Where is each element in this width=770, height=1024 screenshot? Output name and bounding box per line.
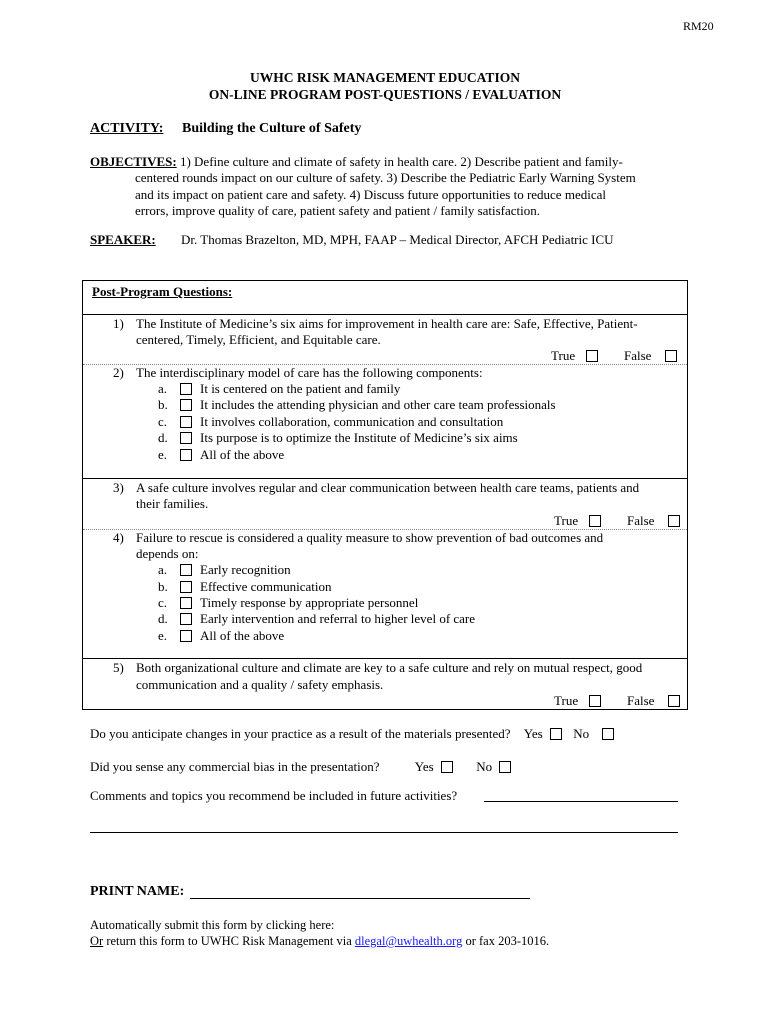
speaker-label: SPEAKER:: [90, 232, 156, 247]
q2-option-d[interactable]: d. Its purpose is to optimize the Institute of Medicine’s six aims: [158, 430, 518, 445]
q2-option-a-checkbox[interactable]: [180, 383, 192, 395]
eval-practice-changes: Do you anticipate changes in your practice as a result of the materials presented? Yes No: [90, 726, 614, 742]
q4-text-line-1: Failure to rescue is considered a quality measure to show prevention of bad outcomes and: [136, 530, 604, 545]
q4-option-e-checkbox[interactable]: [180, 630, 192, 642]
q2-option-c-checkbox[interactable]: [180, 416, 192, 428]
print-name-label: PRINT NAME:: [90, 884, 185, 899]
q2-option-c[interactable]: c. It involves collaboration, communication and consultation: [158, 414, 504, 429]
q4-option-a-checkbox[interactable]: [180, 564, 192, 576]
q3-number: 3): [113, 480, 124, 495]
title-line-2: ON-LINE PROGRAM POST-QUESTIONS / EVALUATION: [208, 87, 562, 102]
q1-false-label: False: [624, 348, 652, 363]
q4-text-line-2: depends on:: [136, 546, 199, 561]
q2-option-b-checkbox[interactable]: [180, 399, 192, 411]
q2-option-a[interactable]: a. It is centered on the patient and family: [158, 381, 401, 396]
q3-true-checkbox[interactable]: [589, 515, 601, 527]
q1-false-checkbox[interactable]: [665, 350, 677, 362]
objectives-line-1: 1) Define culture and climate of safety in health care. 2) Describe patient and family-: [179, 154, 623, 169]
return-text: return this form to UWHC Risk Management via: [103, 934, 355, 948]
return-fax: or fax 203-1016.: [462, 934, 550, 948]
q5-false-checkbox[interactable]: [668, 695, 680, 707]
q1-true-option[interactable]: [551, 348, 598, 364]
q2-option-e-checkbox[interactable]: [180, 449, 192, 461]
email-link[interactable]: dlegal@uwhealth.org: [354, 934, 463, 948]
q1-text-line-2: centered, Timely, Efficient, and Equitable care.: [136, 332, 381, 347]
comments-label: Comments and topics you recommend be included in future activities?: [90, 788, 458, 803]
eval-practice-no-checkbox[interactable]: [602, 728, 614, 740]
questions-box: [82, 280, 688, 710]
q4-option-e[interactable]: e. All of the above: [158, 628, 285, 643]
q1-true-label: True: [551, 348, 576, 363]
q1-text-line-1: The Institute of Medicine’s six aims for improvement in health care are: Safe, Effective, Patient-: [136, 316, 638, 331]
q3-true-label: True: [554, 513, 579, 528]
form-code: RM20: [683, 19, 714, 33]
q3-false-option[interactable]: [627, 513, 680, 529]
q2-number: 2): [113, 365, 124, 380]
comments-field-line-1[interactable]: [484, 801, 678, 802]
eval-bias-no-checkbox[interactable]: [499, 761, 511, 773]
q5-false-label: False: [627, 693, 655, 708]
q4-option-b[interactable]: b. Effective communication: [158, 579, 332, 594]
q1-true-checkbox[interactable]: [586, 350, 598, 362]
activity-label: ACTIVITY:: [90, 121, 164, 136]
eval-commercial-bias-question: Did you sense any commercial bias in the presentation?: [90, 759, 380, 774]
q4-option-a[interactable]: a. Early recognition: [158, 562, 291, 577]
activity-title: Building the Culture of Safety: [182, 121, 362, 136]
q4-option-d-checkbox[interactable]: [180, 613, 192, 625]
q2-option-d-checkbox[interactable]: [180, 432, 192, 444]
q4-option-d[interactable]: d. Early intervention and referral to higher level of care: [158, 611, 476, 626]
q3-false-label: False: [627, 513, 655, 528]
q2-text-line-1: The interdisciplinary model of care has the following components:: [136, 365, 483, 380]
q3-text-line-2: their families.: [136, 496, 209, 511]
return-instruction: [90, 933, 549, 949]
q5-false-option[interactable]: [627, 693, 680, 709]
q4-number: 4): [113, 530, 124, 545]
q5-true-label: True: [554, 693, 579, 708]
speaker-name: Dr. Thomas Brazelton, MD, MPH, FAAP – Medical Director, AFCH Pediatric ICU: [181, 232, 614, 247]
q5-true-checkbox[interactable]: [589, 695, 601, 707]
q5-number: 5): [113, 660, 124, 675]
objectives-line-2: centered rounds impact on our culture of safety. 3) Describe the Pediatric Early Warning System: [135, 170, 636, 185]
eval-bias-yes-checkbox[interactable]: [441, 761, 453, 773]
q3-false-checkbox[interactable]: [668, 515, 680, 527]
print-name-field[interactable]: [190, 898, 530, 899]
eval-practice-yes-checkbox[interactable]: [550, 728, 562, 740]
objectives-line-4: errors, improve quality of care, patient safety and patient / family satisfaction.: [135, 203, 541, 218]
return-or: Or: [90, 934, 104, 948]
q5-true-option[interactable]: [554, 693, 601, 709]
q4-option-c-checkbox[interactable]: [180, 597, 192, 609]
title-line-1: UWHC RISK MANAGEMENT EDUCATION: [250, 70, 520, 85]
submit-instruction: Automatically submit this form by clicking here:: [90, 918, 335, 932]
q2-option-b[interactable]: b. It includes the attending physician and other care team professionals: [158, 397, 556, 412]
q1-number: 1): [113, 316, 124, 331]
eval-practice-changes-question: Do you anticipate changes in your practice as a result of the materials presented?: [90, 726, 511, 741]
q5-text-line-1: Both organizational culture and climate are key to a safe culture and rely on mutual respect, good: [136, 660, 643, 675]
comments-field-line-2[interactable]: [90, 832, 678, 833]
objectives-label: OBJECTIVES:: [90, 154, 177, 169]
questions-header: Post-Program Questions:: [92, 284, 233, 299]
q4-option-c[interactable]: c. Timely response by appropriate personnel: [158, 595, 419, 610]
q3-true-option[interactable]: [554, 513, 601, 529]
eval-commercial-bias: Did you sense any commercial bias in the presentation? Yes No: [90, 759, 511, 775]
q1-false-option[interactable]: [624, 348, 677, 364]
q4-option-b-checkbox[interactable]: [180, 581, 192, 593]
objectives-line-3: and its impact on patient care and safety. 4) Discuss future opportunities to reduce medical: [135, 187, 606, 202]
q3-text-line-1: A safe culture involves regular and clear communication between health care teams, patients and: [136, 480, 640, 495]
q5-text-line-2: communication and a quality / safety emphasis.: [136, 677, 384, 692]
q2-option-e[interactable]: e. All of the above: [158, 447, 285, 462]
